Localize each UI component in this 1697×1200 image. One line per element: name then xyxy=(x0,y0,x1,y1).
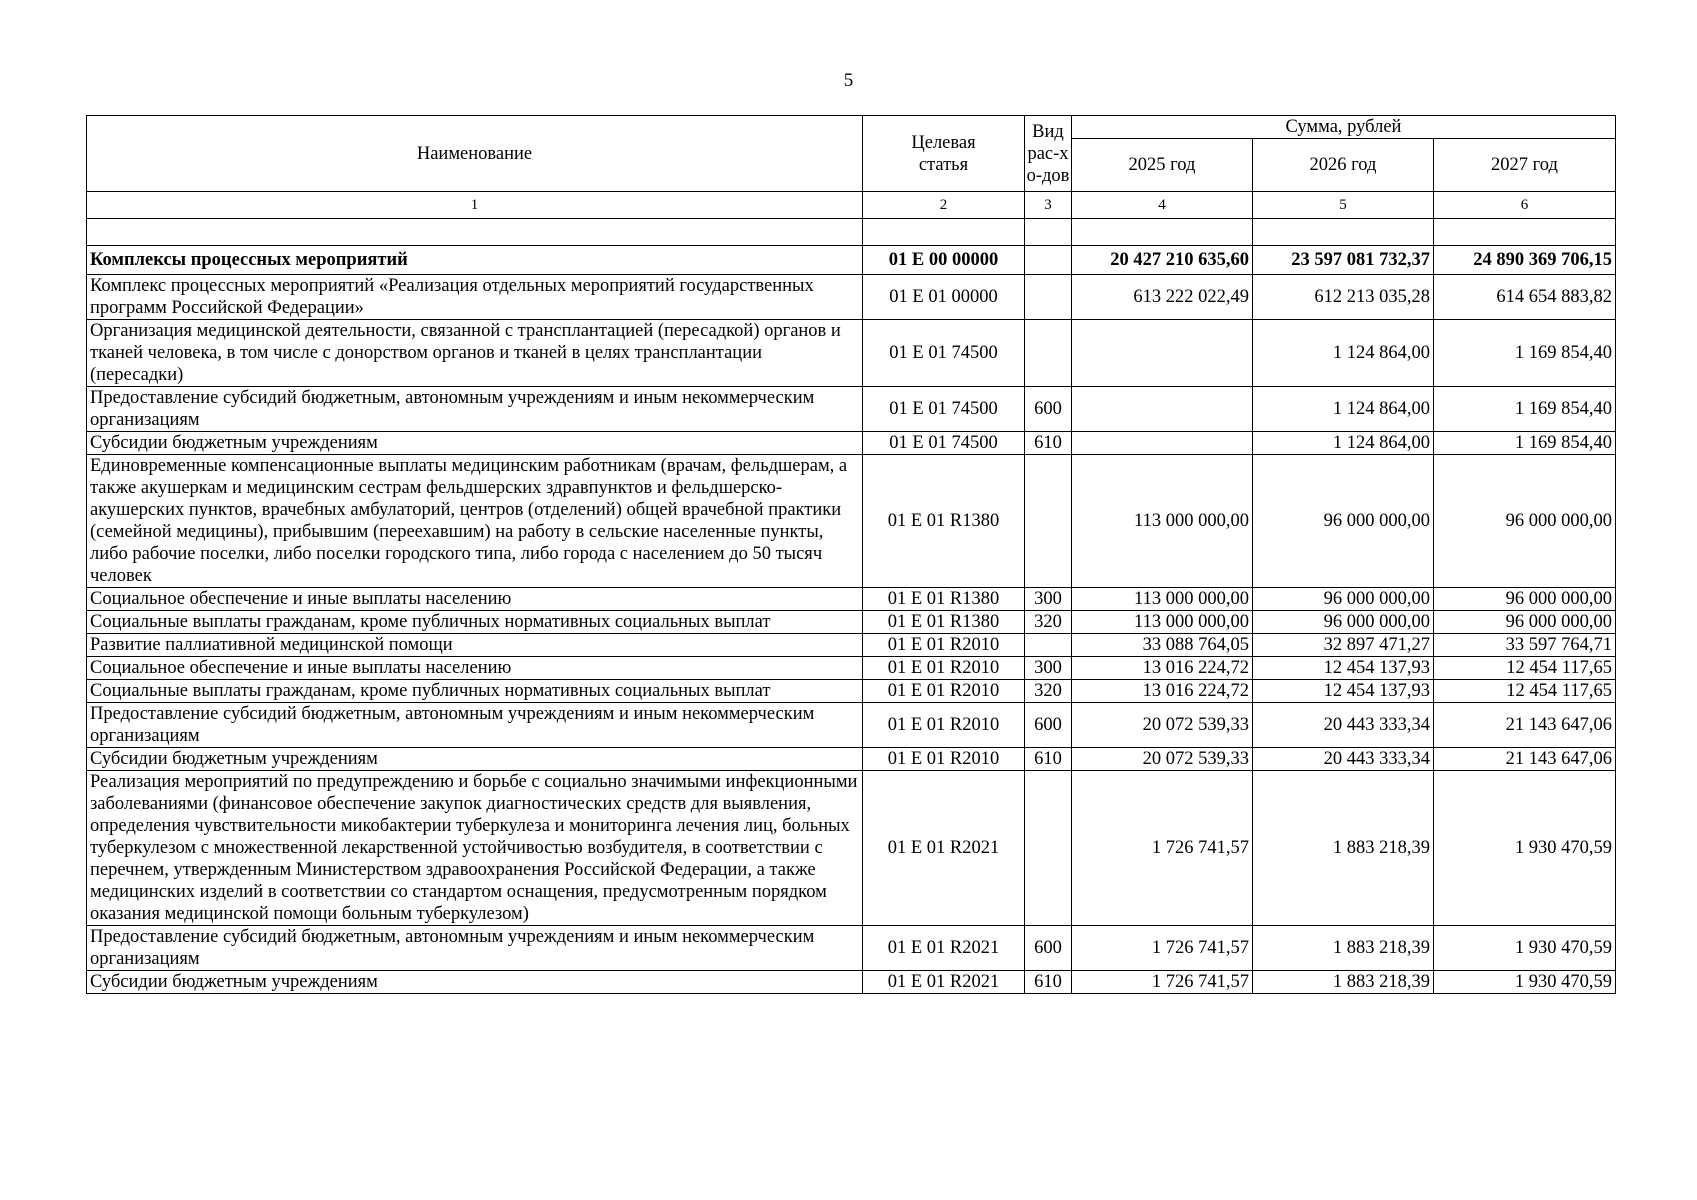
row-2025: 20 072 539,33 xyxy=(1072,748,1253,771)
table-row xyxy=(87,634,1616,657)
row-2025 xyxy=(1072,387,1253,432)
row-name: Предоставление субсидий бюджетным, автономным учреждениям и иным некоммерческим организациям xyxy=(87,703,863,748)
row-2027: 33 597 764,71 xyxy=(1434,634,1616,657)
row-name: Развитие паллиативной медицинской помощи xyxy=(87,634,863,657)
table-row xyxy=(87,387,1616,432)
row-2025: 113 000 000,00 xyxy=(1072,588,1253,611)
row-2027: 614 654 883,82 xyxy=(1434,275,1616,320)
header-sum: Сумма, рублей xyxy=(1072,116,1616,139)
row-2026: 612 213 035,28 xyxy=(1253,275,1434,320)
row-2026: 12 454 137,93 xyxy=(1253,657,1434,680)
row-name: Социальные выплаты гражданам, кроме публичных нормативных социальных выплат xyxy=(87,680,863,703)
row-kind xyxy=(1025,275,1072,320)
row-code: 01 Е 01 R2021 xyxy=(863,926,1025,971)
row-2025: 613 222 022,49 xyxy=(1072,275,1253,320)
row-name: Предоставление субсидий бюджетным, автономным учреждениям и иным некоммерческим организациям xyxy=(87,926,863,971)
header-year-2025: 2025 год xyxy=(1072,139,1253,192)
row-2027: 24 890 369 706,15 xyxy=(1434,246,1616,275)
row-kind xyxy=(1025,320,1072,387)
table-row xyxy=(87,703,1616,748)
row-name: Единовременные компенсационные выплаты медицинским работникам (врачам, фельдшерам, а также акушеркам и медицинским сестрам фельдшерских здравпунктов и фельдшерско-акушерских пунктов, врачебных амбулаторий, центров (отделений) общей врачебной практики (семейной медицины), прибывшим (переехавшим) на работу в сельские населенные пункты, либо рабочие поселки, либо поселки городского типа, либо города с населением до 50 тысяч человек xyxy=(87,455,863,588)
row-2025 xyxy=(1072,432,1253,455)
row-name: Субсидии бюджетным учреждениям xyxy=(87,971,863,994)
row-name: Субсидии бюджетным учреждениям xyxy=(87,748,863,771)
table-row xyxy=(87,657,1616,680)
row-2026: 1 883 218,39 xyxy=(1253,771,1434,926)
row-2025: 113 000 000,00 xyxy=(1072,611,1253,634)
header-year-2026: 2026 год xyxy=(1253,139,1434,192)
row-2027: 96 000 000,00 xyxy=(1434,588,1616,611)
row-code: 01 Е 01 74500 xyxy=(863,432,1025,455)
row-code: 01 Е 01 R1380 xyxy=(863,588,1025,611)
table-row xyxy=(87,971,1616,994)
column-number: 1 xyxy=(87,192,863,219)
column-number: 2 xyxy=(863,192,1025,219)
table-row xyxy=(87,320,1616,387)
row-code: 01 Е 01 R2021 xyxy=(863,971,1025,994)
row-2025: 13 016 224,72 xyxy=(1072,680,1253,703)
row-2026: 1 124 864,00 xyxy=(1253,387,1434,432)
table-row xyxy=(87,455,1616,588)
row-code: 01 Е 01 R1380 xyxy=(863,611,1025,634)
row-kind: 300 xyxy=(1025,588,1072,611)
header-name: Наименование xyxy=(87,116,863,192)
row-2026: 96 000 000,00 xyxy=(1253,588,1434,611)
table-row xyxy=(87,771,1616,926)
table-row xyxy=(87,748,1616,771)
row-2025: 1 726 741,57 xyxy=(1072,771,1253,926)
row-2025: 13 016 224,72 xyxy=(1072,657,1253,680)
row-2025: 1 726 741,57 xyxy=(1072,926,1253,971)
row-code: 01 Е 01 R2010 xyxy=(863,680,1025,703)
row-2027: 12 454 117,65 xyxy=(1434,657,1616,680)
row-code: 01 Е 01 74500 xyxy=(863,387,1025,432)
column-number-row xyxy=(87,192,1616,219)
budget-table xyxy=(86,115,1616,994)
row-2026: 23 597 081 732,37 xyxy=(1253,246,1434,275)
row-2027: 12 454 117,65 xyxy=(1434,680,1616,703)
row-code: 01 Е 01 R2010 xyxy=(863,657,1025,680)
header-target-article: Целевая статья xyxy=(863,116,1025,192)
row-name: Комплекс процессных мероприятий «Реализация отдельных мероприятий государственных программ Российской Федерации» xyxy=(87,275,863,320)
row-2027: 21 143 647,06 xyxy=(1434,748,1616,771)
table-row xyxy=(87,611,1616,634)
row-2026: 12 454 137,93 xyxy=(1253,680,1434,703)
row-kind xyxy=(1025,771,1072,926)
row-name: Предоставление субсидий бюджетным, автономным учреждениям и иным некоммерческим организациям xyxy=(87,387,863,432)
row-kind xyxy=(1025,634,1072,657)
row-2026: 96 000 000,00 xyxy=(1253,455,1434,588)
row-2027: 1 930 470,59 xyxy=(1434,971,1616,994)
row-2026: 20 443 333,34 xyxy=(1253,703,1434,748)
row-2025: 113 000 000,00 xyxy=(1072,455,1253,588)
row-2026: 20 443 333,34 xyxy=(1253,748,1434,771)
row-kind: 600 xyxy=(1025,926,1072,971)
row-2027: 1 169 854,40 xyxy=(1434,387,1616,432)
row-2025: 20 427 210 635,60 xyxy=(1072,246,1253,275)
row-2027: 1 169 854,40 xyxy=(1434,432,1616,455)
empty-row xyxy=(87,219,1616,246)
table-row xyxy=(87,275,1616,320)
row-2027: 21 143 647,06 xyxy=(1434,703,1616,748)
row-kind: 320 xyxy=(1025,680,1072,703)
row-kind: 600 xyxy=(1025,703,1072,748)
column-number: 3 xyxy=(1025,192,1072,219)
row-name: Социальные выплаты гражданам, кроме публичных нормативных социальных выплат xyxy=(87,611,863,634)
row-2027: 96 000 000,00 xyxy=(1434,455,1616,588)
row-code: 01 Е 01 R2010 xyxy=(863,634,1025,657)
row-2027: 1 169 854,40 xyxy=(1434,320,1616,387)
row-code: 01 Е 01 R2010 xyxy=(863,703,1025,748)
row-name: Социальное обеспечение и иные выплаты населению xyxy=(87,588,863,611)
row-2026: 1 124 864,00 xyxy=(1253,320,1434,387)
row-kind: 610 xyxy=(1025,971,1072,994)
row-kind: 610 xyxy=(1025,432,1072,455)
table-row xyxy=(87,246,1616,275)
column-number: 6 xyxy=(1434,192,1616,219)
row-kind: 320 xyxy=(1025,611,1072,634)
row-kind: 600 xyxy=(1025,387,1072,432)
row-2025: 1 726 741,57 xyxy=(1072,971,1253,994)
row-code: 01 Е 01 R2021 xyxy=(863,771,1025,926)
row-2026: 1 124 864,00 xyxy=(1253,432,1434,455)
row-name: Субсидии бюджетным учреждениям xyxy=(87,432,863,455)
row-2026: 1 883 218,39 xyxy=(1253,971,1434,994)
row-kind: 300 xyxy=(1025,657,1072,680)
row-2025 xyxy=(1072,320,1253,387)
row-2026: 32 897 471,27 xyxy=(1253,634,1434,657)
row-name: Реализация мероприятий по предупреждению и борьбе с социально значимыми инфекционными заболеваниями (финансовое обеспечение закупок диагностических средств для выявления, определения чувствительности микобактерии туберкулеза и мониторинга лечения лиц, больных туберкулезом с множественной лекарственной устойчивостью возбудителя, в соответствии с перечнем, утвержденным Министерством здравоохранения Российской Федерации, а также медицинских изделий в соответствии со стандартом оснащения, предусмотренным порядком оказания медицинской помощи больным туберкулезом) xyxy=(87,771,863,926)
row-kind xyxy=(1025,246,1072,275)
column-number: 5 xyxy=(1253,192,1434,219)
row-2027: 96 000 000,00 xyxy=(1434,611,1616,634)
header-year-2027: 2027 год xyxy=(1434,139,1616,192)
page-number: 5 xyxy=(843,70,854,91)
row-kind: 610 xyxy=(1025,748,1072,771)
row-code: 01 Е 01 00000 xyxy=(863,275,1025,320)
row-2027: 1 930 470,59 xyxy=(1434,771,1616,926)
table-row xyxy=(87,432,1616,455)
row-2026: 96 000 000,00 xyxy=(1253,611,1434,634)
row-code: 01 Е 01 R1380 xyxy=(863,455,1025,588)
column-number: 4 xyxy=(1072,192,1253,219)
row-kind xyxy=(1025,455,1072,588)
row-name: Социальное обеспечение и иные выплаты населению xyxy=(87,657,863,680)
row-2025: 20 072 539,33 xyxy=(1072,703,1253,748)
row-2027: 1 930 470,59 xyxy=(1434,926,1616,971)
row-2025: 33 088 764,05 xyxy=(1072,634,1253,657)
row-2026: 1 883 218,39 xyxy=(1253,926,1434,971)
row-code: 01 Е 01 R2010 xyxy=(863,748,1025,771)
row-code: 01 Е 00 00000 xyxy=(863,246,1025,275)
table-row xyxy=(87,680,1616,703)
row-name: Организация медицинской деятельности, связанной с трансплантацией (пересадкой) органов и тканей человека, в том числе с донорством органов и тканей в целях трансплантации (пересадки) xyxy=(87,320,863,387)
table-row xyxy=(87,926,1616,971)
header-expense-kind: Вид рас-хо-дов xyxy=(1025,116,1072,192)
row-name: Комплексы процессных мероприятий xyxy=(87,246,863,275)
table-row xyxy=(87,588,1616,611)
row-code: 01 Е 01 74500 xyxy=(863,320,1025,387)
